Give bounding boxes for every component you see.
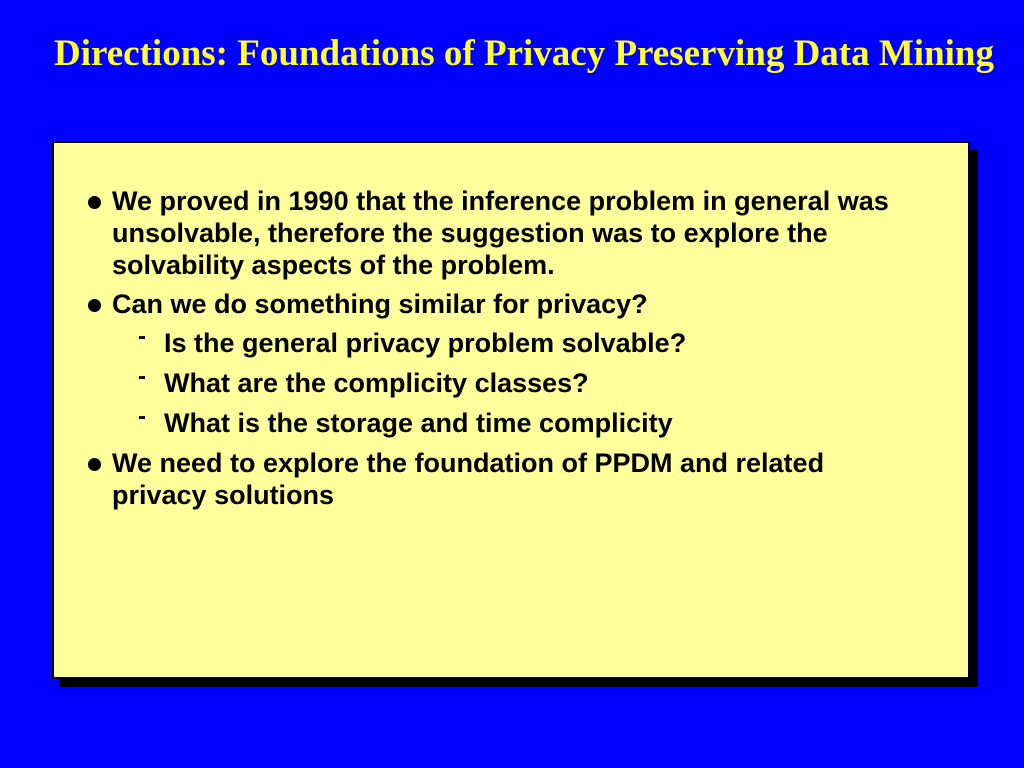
dash-icon: -	[138, 403, 146, 430]
dash-icon: -	[138, 323, 146, 350]
bullet-text: We proved in 1990 that the inference problem in general was unsolvable, therefore the suggestion was to explore the solvability aspects of the problem.	[112, 186, 889, 280]
bullet-dot-icon	[88, 299, 101, 312]
sub-bullet-text: What are the complicity classes?	[164, 368, 589, 398]
sub-bullet-text: What is the storage and time complicity	[164, 408, 673, 438]
content-box	[52, 141, 970, 679]
sub-bullet-item	[86, 363, 926, 399]
slide-title: Directions: Foundations of Privacy Preserving Data Mining	[54, 33, 995, 74]
bullet-item	[86, 185, 926, 281]
sub-bullet-item	[86, 403, 926, 439]
sub-bullet-item	[86, 323, 926, 359]
sub-bullet-text: Is the general privacy problem solvable?	[164, 328, 687, 358]
bullet-dot-icon	[88, 196, 101, 209]
bullet-list	[86, 185, 926, 518]
bullet-item	[86, 447, 926, 511]
bullet-text: We need to explore the foundation of PPDM and related privacy solutions	[112, 448, 825, 510]
bullet-item	[86, 288, 926, 320]
dash-icon: -	[138, 363, 146, 390]
bullet-dot-icon	[88, 458, 101, 471]
bullet-text: Can we do something similar for privacy?	[112, 289, 648, 319]
